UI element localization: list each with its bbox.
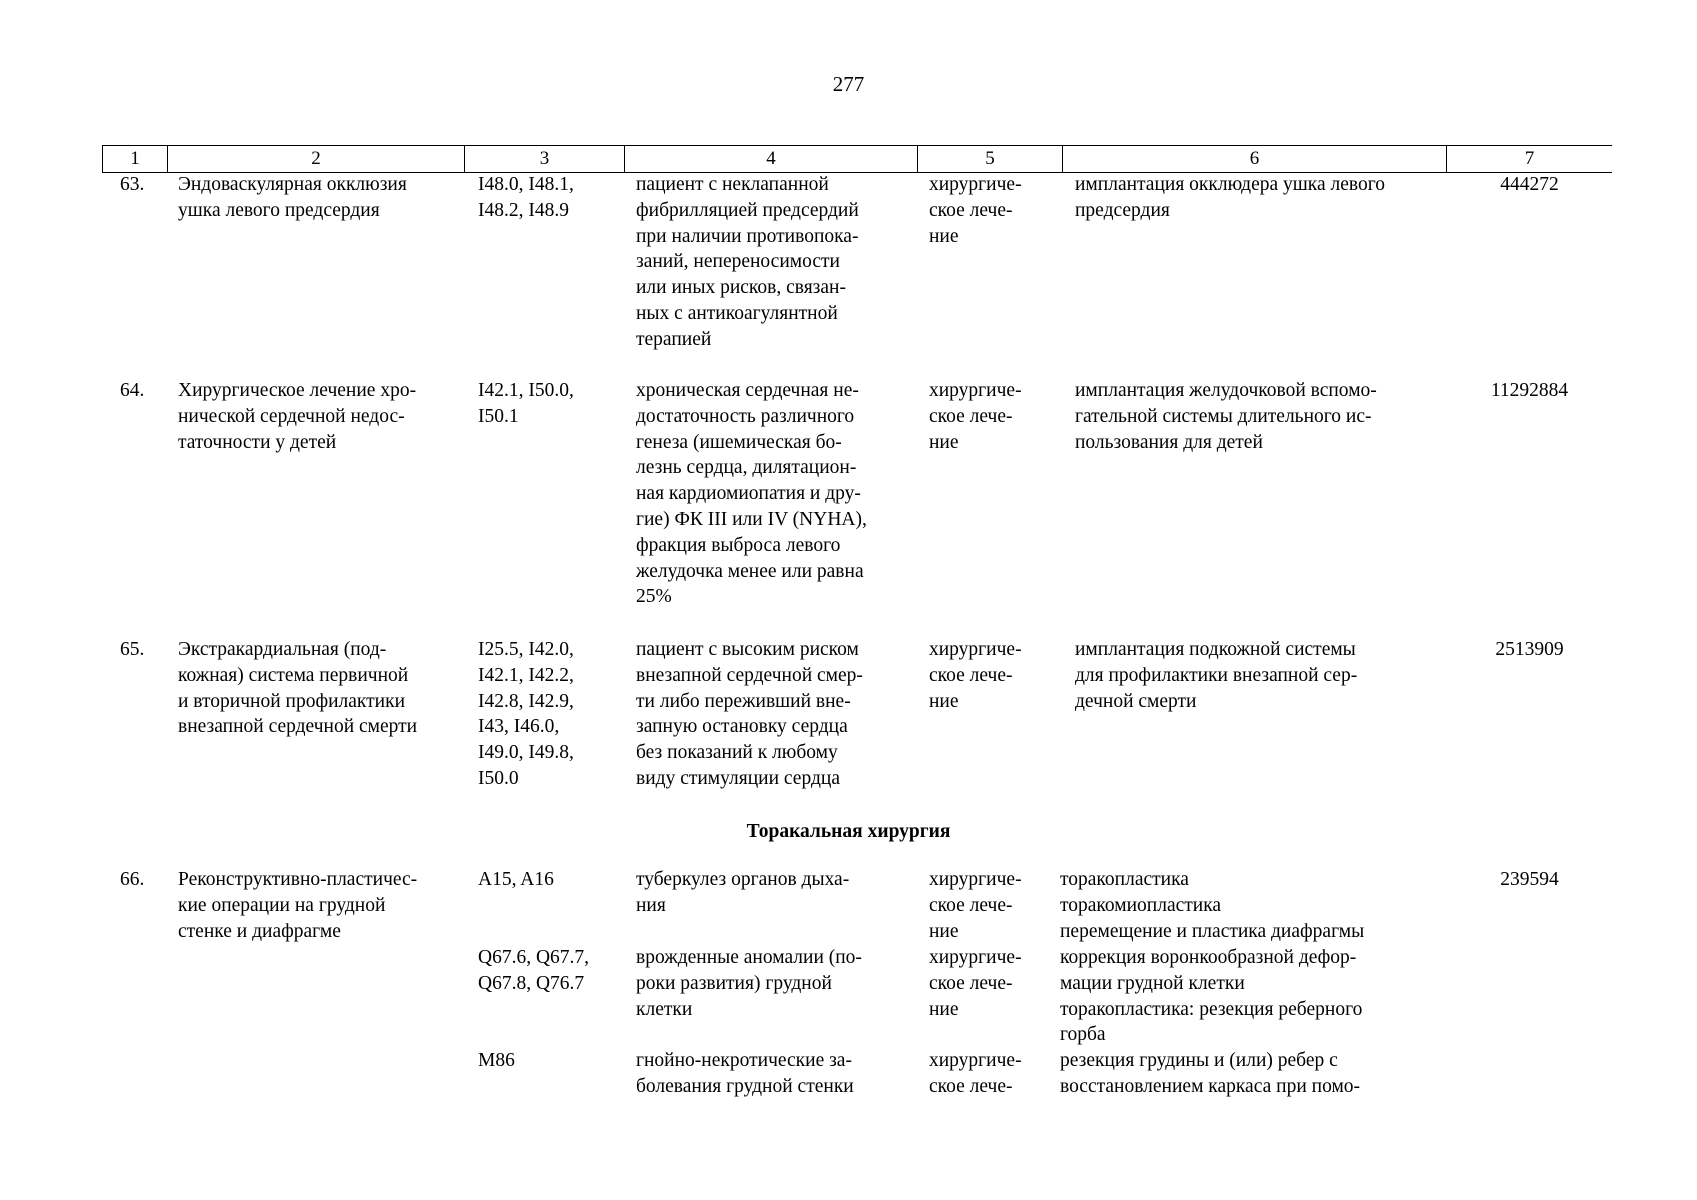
section-title: Торакальная хирургия xyxy=(746,821,951,842)
procedure-name: Экстракардиальная (под- кожная) система первичной и вторичной профилактики внезапной сердечной смерти xyxy=(178,639,418,738)
column-header-2: 2 xyxy=(168,146,465,172)
column-header-1: 1 xyxy=(102,146,168,172)
column-header-4: 4 xyxy=(625,146,918,172)
price-value: 2513909 xyxy=(1495,639,1564,660)
patient-model: пациент с высоким риском внезапной сердечной смер- ти либо переживший вне- запную остановку сердца без показаний к любому виду стимуляции сердца xyxy=(636,639,863,789)
procedure-name: Реконструктивно-пластичес- кие операции на грудной стенке и диафрагме xyxy=(178,869,418,942)
patient-model: гнойно-некротические за- болевания грудной стенки xyxy=(636,1050,854,1097)
treatment-method: коррекция воронкообразной дефор- мации грудной клетки торакопластика: резекция реберного горба xyxy=(1060,947,1363,1046)
patient-model: туберкулез органов дыха- ния xyxy=(636,869,850,916)
procedure-name: Эндоваскулярная окклюзия ушка левого предсердия xyxy=(178,174,407,221)
icd-codes: M86 xyxy=(478,1050,515,1071)
procedure-name: Хирургическое лечение хро- нической сердечной недос- таточности у детей xyxy=(178,380,417,453)
treatment-method: торакопластика торакомиопластика перемещение и пластика диафрагмы xyxy=(1060,869,1365,942)
row-number: 65. xyxy=(120,639,145,660)
column-header-3: 3 xyxy=(465,146,625,172)
treatment-method: резекция грудины и (или) ребер с восстановлением каркаса при помо- xyxy=(1060,1050,1361,1097)
treatment-type: хирургиче- ское лече- ние xyxy=(929,947,1022,1020)
price-value: 444272 xyxy=(1500,174,1559,195)
row-number: 66. xyxy=(120,869,145,890)
icd-codes: I48.0, I48.1, I48.2, I48.9 xyxy=(478,174,574,221)
icd-codes: I42.1, I50.0, I50.1 xyxy=(478,380,574,427)
column-header-7: 7 xyxy=(1524,148,1535,169)
patient-model: пациент с неклапанной фибрилляцией предсердий при наличии противопока- заний, непереносимости или иных рисков, связан- ных с антикоагулянтной терапией xyxy=(636,174,859,350)
treatment-method: имплантация окклюдера ушка левого предсердия xyxy=(1075,174,1385,221)
treatment-type: хирургиче- ское лече- ние xyxy=(929,380,1022,453)
column-header-6: 6 xyxy=(1063,146,1447,172)
price-value: 11292884 xyxy=(1490,380,1569,401)
patient-model: хроническая сердечная не- достаточность различного генеза (ишемическая бо- лезнь сердца, дилятацион- ная кардиомиопатия и дру- гие) ФК III или IV (NYHA), фракция выброса левого желудочка менее или равна 25% xyxy=(636,380,867,608)
patient-model: врожденные аномалии (по- роки развития) грудной клетки xyxy=(636,947,862,1020)
icd-codes: A15, A16 xyxy=(478,869,554,890)
treatment-method: имплантация желудочковой вспомо- гательной системы длительного ис- пользования для детей xyxy=(1075,380,1377,453)
row-number: 63. xyxy=(120,174,145,195)
row-number: 64. xyxy=(120,380,145,401)
price-value: 239594 xyxy=(1500,869,1559,890)
treatment-type: хирургиче- ское лече- ние xyxy=(929,869,1022,942)
treatment-type: хирургиче- ское лече- ние xyxy=(929,639,1022,712)
table-column-header xyxy=(102,145,1612,173)
column-header-5: 5 xyxy=(918,146,1063,172)
treatment-type: хирургиче- ское лече- xyxy=(929,1050,1022,1097)
icd-codes: I25.5, I42.0, I42.1, I42.2, I42.8, I42.9, I43, I46.0, I49.0, I49.8, I50.0 xyxy=(478,639,574,789)
treatment-method: имплантация подкожной системы для профилактики внезапной сер- дечной смерти xyxy=(1075,639,1358,712)
treatment-type: хирургиче- ское лече- ние xyxy=(929,174,1022,247)
page-number: 277 xyxy=(832,72,865,96)
icd-codes: Q67.6, Q67.7, Q67.8, Q76.7 xyxy=(478,947,590,994)
